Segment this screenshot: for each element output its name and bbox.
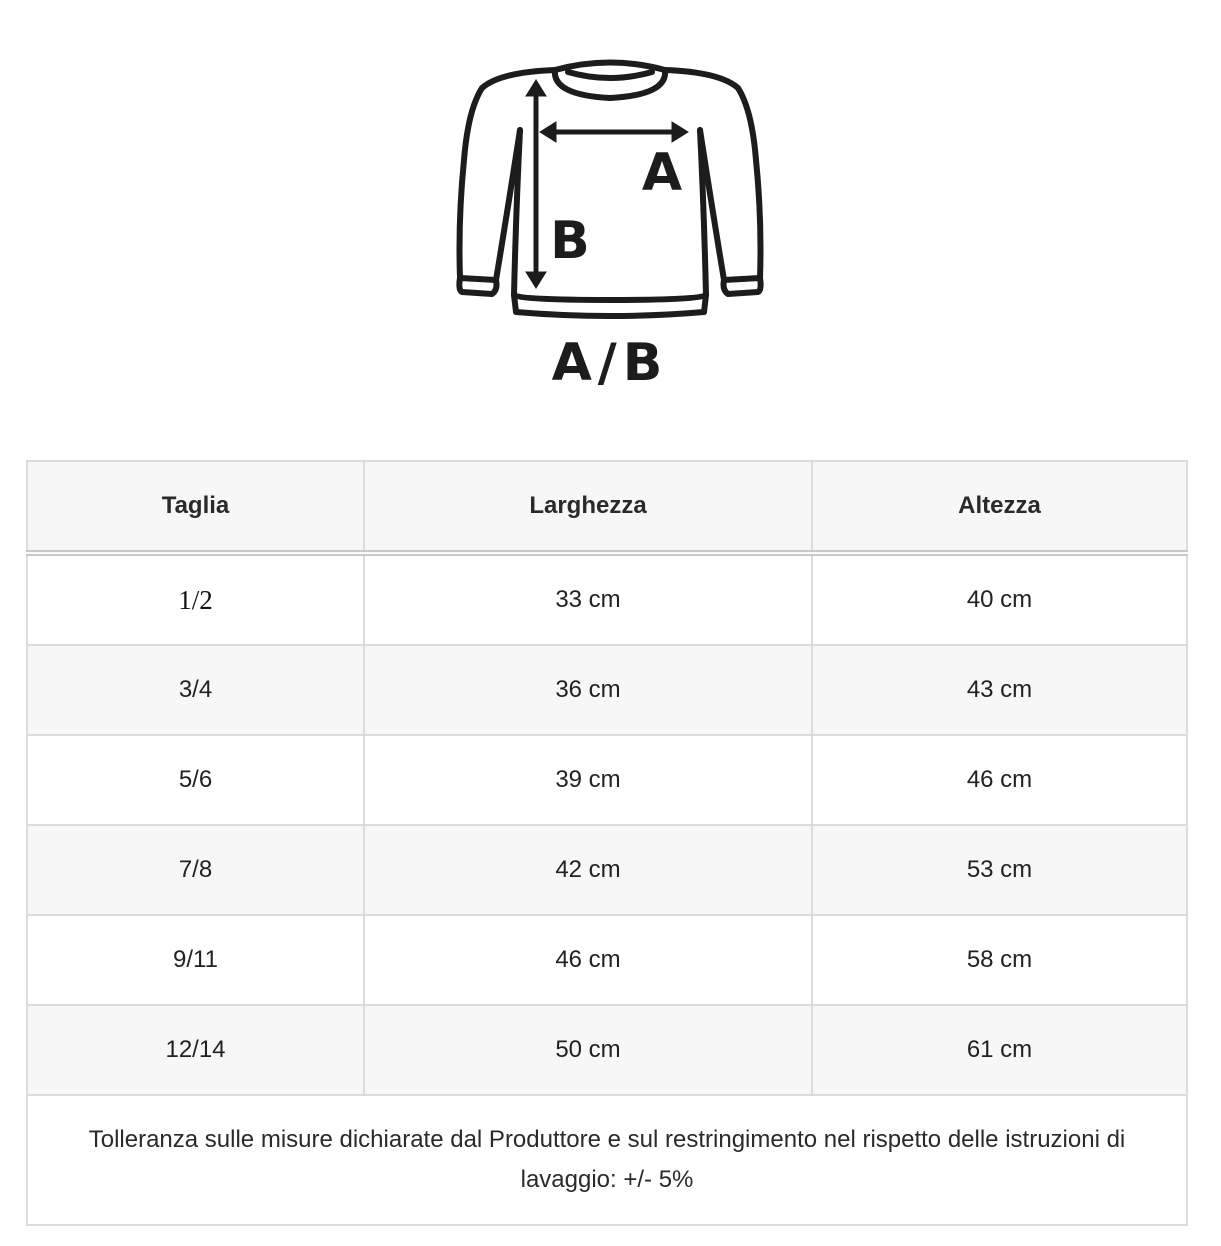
header-height: Altezza (812, 461, 1187, 553)
table-row (27, 735, 1187, 825)
table-row (27, 915, 1187, 1005)
tolerance-note: Tolleranza sulle misure dichiarate dal Produttore e sul restringimento nel rispetto delle istruzioni di lavaggio: +/- 5% (27, 1095, 1187, 1225)
arrow-horizontal-icon (540, 122, 688, 142)
table-row (27, 1005, 1187, 1095)
height-cell: 46 cm (812, 735, 1187, 825)
height-cell: 58 cm (812, 915, 1187, 1005)
width-cell: 36 cm (364, 645, 812, 735)
table-row (27, 553, 1187, 645)
table-row (27, 825, 1187, 915)
sweatshirt-icon (440, 50, 780, 400)
table-row (27, 645, 1187, 735)
arrow-vertical-icon (526, 80, 546, 288)
size-cell: 1/2 (27, 553, 364, 645)
width-cell: 50 cm (364, 1005, 812, 1095)
width-cell: 33 cm (364, 553, 812, 645)
width-cell: 42 cm (364, 825, 812, 915)
size-cell: 3/4 (27, 645, 364, 735)
size-cell: 12/14 (27, 1005, 364, 1095)
width-cell: 39 cm (364, 735, 812, 825)
label-ab: A/B (551, 333, 669, 393)
size-cell: 5/6 (27, 735, 364, 825)
height-cell: 43 cm (812, 645, 1187, 735)
height-cell: 40 cm (812, 553, 1187, 645)
width-cell: 46 cm (364, 915, 812, 1005)
table-note-row (27, 1095, 1187, 1225)
label-a: A (641, 143, 683, 203)
size-table (26, 460, 1188, 1226)
size-cell: 7/8 (27, 825, 364, 915)
header-width: Larghezza (364, 461, 812, 553)
sweatshirt-measure-diagram (440, 50, 780, 400)
label-b: B (550, 211, 590, 271)
table-header-row (27, 461, 1187, 553)
height-cell: 53 cm (812, 825, 1187, 915)
height-cell: 61 cm (812, 1005, 1187, 1095)
header-size: Taglia (27, 461, 364, 553)
size-cell: 9/11 (27, 915, 364, 1005)
